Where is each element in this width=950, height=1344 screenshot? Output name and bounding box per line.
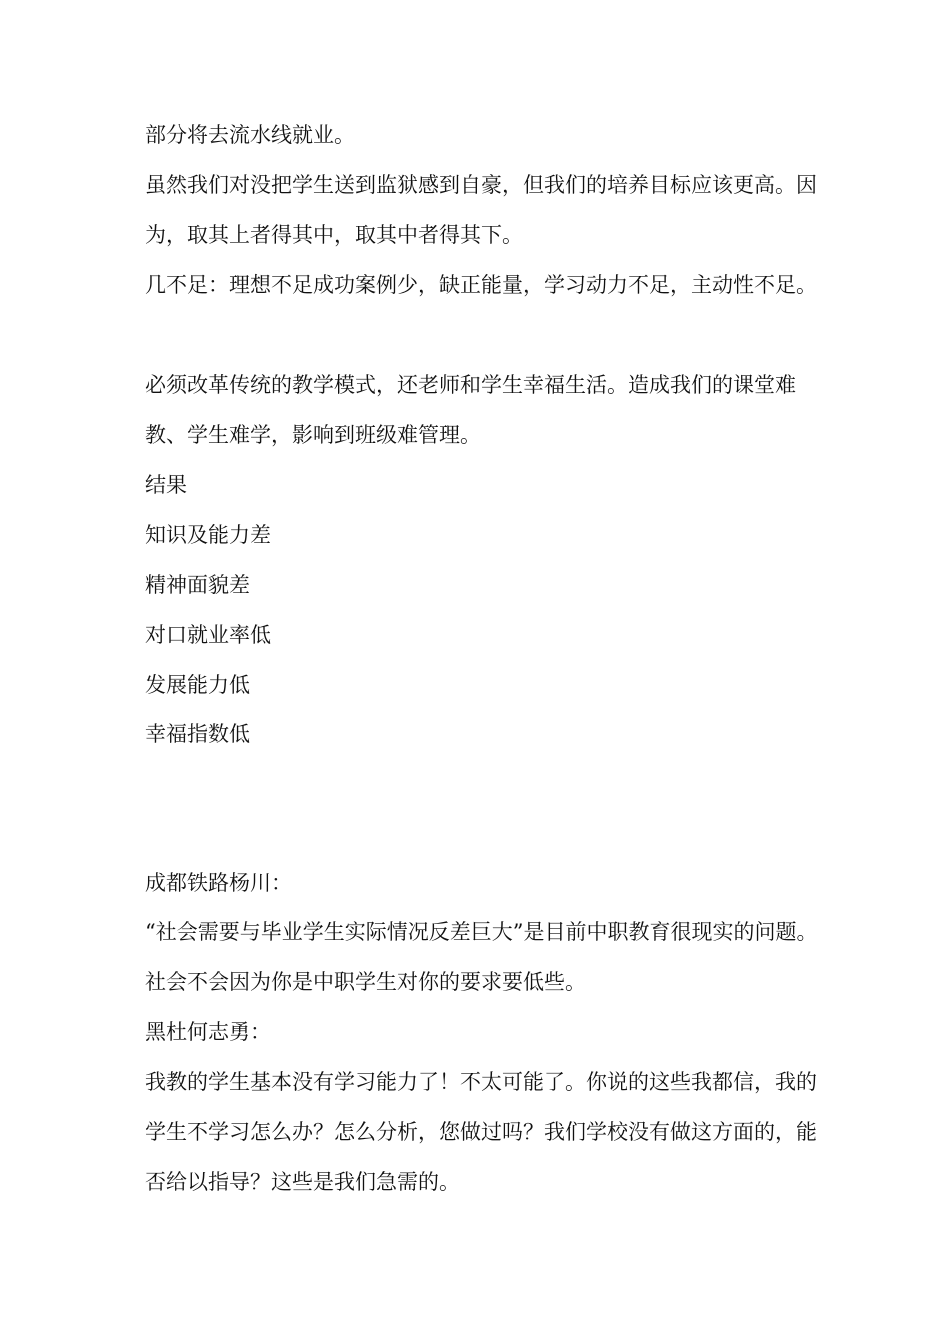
speaker-heidu: 黑杜何志勇： — [145, 1020, 271, 1044]
list-item-spirit: 精神面貌差 — [145, 573, 250, 597]
speaker-chengdu: 成都铁路杨川： — [145, 871, 292, 895]
paragraph-assembly-line: 部分将去流水线就业。 — [145, 123, 355, 147]
heading-results: 结果 — [145, 473, 187, 497]
list-item-development: 发展能力低 — [145, 673, 250, 697]
paragraph-students-learning: 我教的学生基本没有学习能力了！不太可能了。你说的这些我都信，我的学生不学习怎么办？怎么分析，您做过吗？我们学校没有做这方面的，能否给以指导？这些是我们急需的。 — [145, 1070, 817, 1194]
list-item-employment: 对口就业率低 — [145, 623, 271, 647]
paragraph-training-goal: 虽然我们对没把学生送到监狱感到自豪，但我们的培养目标应该更高。因为，取其上者得其中，取其中者得其下。 — [145, 173, 817, 247]
paragraph-shortcomings: 几不足：理想不足成功案例少，缺正能量，学习动力不足，主动性不足。 — [145, 273, 817, 297]
paragraph-reform: 必须改革传统的教学模式，还老师和学生幸福生活。造成我们的课堂难教、学生难学，影响到班级难管理。 — [145, 373, 796, 447]
list-item-happiness: 幸福指数低 — [145, 722, 250, 746]
list-item-knowledge: 知识及能力差 — [145, 523, 271, 547]
paragraph-society-gap: “社会需要与毕业学生实际情况反差巨大”是目前中职教育很现实的问题。社会不会因为你是中职学生对你的要求要低些。 — [145, 920, 818, 994]
